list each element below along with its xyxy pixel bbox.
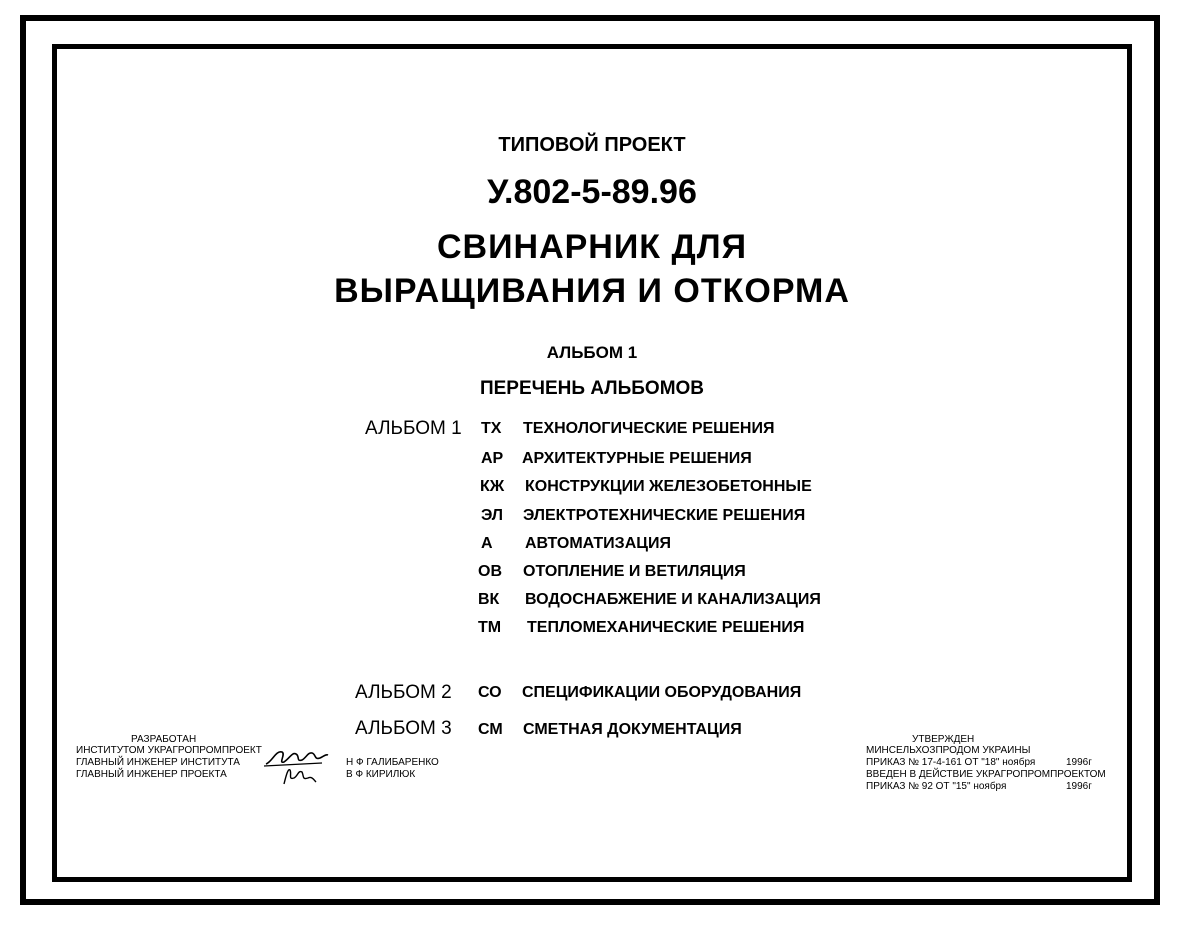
album1-name: ТЕХНОЛОГИЧЕСКИЕ РЕШЕНИЯ — [523, 420, 775, 437]
album1-code: ОВ — [478, 563, 502, 580]
album1-name: КОНСТРУКЦИИ ЖЕЛЕЗОБЕТОННЫЕ — [525, 478, 812, 495]
project-type: ТИПОВОЙ ПРОЕКТ — [498, 134, 686, 156]
album1-name: ВОДОСНАБЖЕНИЕ И КАНАЛИЗАЦИЯ — [525, 591, 821, 608]
album1-name: АВТОМАТИЗАЦИЯ — [525, 535, 671, 552]
album2-code: СО — [478, 684, 502, 701]
chief-institute-name: Н Ф ГАЛИБАРЕНКО — [346, 757, 439, 768]
title-line-1: СВИНАРНИК ДЛЯ — [436, 228, 748, 266]
album-number: АЛЬБОМ 1 — [546, 343, 638, 362]
album1-code: ЭЛ — [481, 507, 503, 524]
album1-name: АРХИТЕКТУРНЫЕ РЕШЕНИЯ — [522, 450, 752, 467]
title-line-2: ВЫРАЩИВАНИЯ И ОТКОРМА — [334, 272, 850, 310]
album1-code: А — [481, 535, 493, 552]
album1-label: АЛЬБОМ 1 — [365, 418, 462, 439]
album1-code: ТМ — [478, 619, 502, 636]
album1-name: ТЕПЛОМЕХАНИЧЕСКИЕ РЕШЕНИЯ — [527, 619, 805, 636]
developed-heading: РАЗРАБОТАН — [131, 734, 197, 745]
album2-name: СПЕЦИФИКАЦИИ ОБОРУДОВАНИЯ — [522, 684, 802, 701]
enactment-order: ПРИКАЗ № 92 ОТ "15" ноября — [866, 781, 1007, 792]
album1-code: ВК — [478, 591, 500, 608]
chief-institute-role: ГЛАВНЫЙ ИНЖЕНЕР ИНСТИТУТА — [76, 757, 240, 768]
album1-name: ОТОПЛЕНИЕ И ВЕТИЛЯЦИЯ — [523, 563, 746, 580]
album2-label: АЛЬБОМ 2 — [355, 682, 452, 703]
approved-heading: УТВЕРЖДЕН — [912, 734, 975, 745]
enactment-order-year: 1996г — [1066, 781, 1092, 792]
album3-code: СМ — [478, 721, 503, 738]
album3-name: СМЕТНАЯ ДОКУМЕНТАЦИЯ — [523, 721, 742, 738]
album1-code: КЖ — [480, 478, 505, 495]
album1-name: ЭЛЕКТРОТЕХНИЧЕСКИЕ РЕШЕНИЯ — [523, 507, 806, 524]
album1-code: АР — [481, 450, 504, 467]
project-number: У.802-5-89.96 — [487, 173, 697, 211]
album3-label: АЛЬБОМ 3 — [355, 718, 452, 739]
approved-by: МИНСЕЛЬХОЗПРОДОМ УКРАИНЫ — [866, 745, 1031, 756]
approval-order-year: 1996г — [1066, 757, 1092, 768]
developed-institute: ИНСТИТУТОМ УКРАГРОПРОМПРОЕКТ — [76, 745, 262, 756]
chief-project-role: ГЛАВНЫЙ ИНЖЕНЕР ПРОЕКТА — [76, 769, 227, 780]
chief-project-name: В Ф КИРИЛЮК — [346, 769, 416, 780]
album1-code: ТХ — [481, 420, 502, 437]
enacted-by: ВВЕДЕН В ДЕЙСТВИЕ УКРАГРОПРОМПРОЕКТОМ — [866, 769, 1106, 780]
list-title: ПЕРЕЧЕНЬ АЛЬБОМОВ — [479, 378, 705, 399]
signature-chief-project — [280, 764, 320, 788]
approval-order: ПРИКАЗ № 17-4-161 ОТ "18" ноября — [866, 757, 1036, 768]
